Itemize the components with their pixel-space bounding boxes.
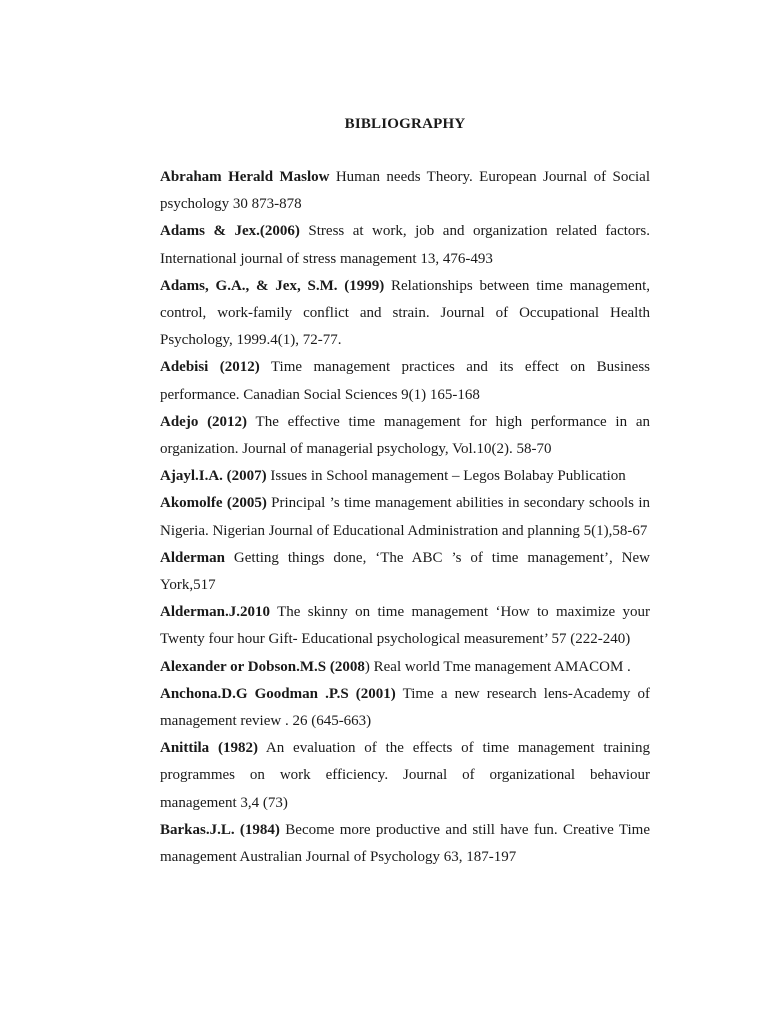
- entry-author: Anchona.D.G Goodman .P.S (2001): [160, 685, 396, 702]
- bibliography-entry: [160, 599, 650, 653]
- bibliography-entry: [160, 490, 650, 544]
- entry-text: Stress at work, job and organization related factors. International journal of stress management 13, 476-493: [160, 223, 650, 267]
- page-title: BIBLIOGRAPHY: [344, 116, 466, 132]
- entry-author: Ajayl.I.A. (2007): [160, 468, 267, 485]
- bibliography-entry: [160, 218, 650, 272]
- entry-text: Relationships between time management, control, work-family conflict and strain. Journal of Occupational Health Psychology, 1999.4(1), 72-77.: [160, 277, 651, 349]
- bibliography-entry: [160, 354, 650, 408]
- entry-text: An evaluation of the effects of time management training programmes on work efficiency. Journal of organizational behaviour management 3,4 (73): [160, 740, 650, 811]
- bibliography-entry: [160, 681, 650, 735]
- entry-author: Alexander or Dobson.M.S (2008: [160, 658, 365, 675]
- entry-text: Time management practices and its effect on Business performance. Canadian Social Sciences 9(1) 165-168: [160, 359, 650, 403]
- entry-author: Adams, G.A., & Jex, S.M. (1999): [160, 277, 385, 294]
- bibliography-entry: [160, 409, 650, 463]
- entry-text: Become more productive and still have fun. Creative Time management Australian Journal of Psychology 63, 187-197: [160, 821, 650, 866]
- entry-text: Principal ’s time management abilities in secondary schools in Nigeria. Nigerian Journal of Educational Administration and planning 5(1),58-67: [160, 495, 650, 539]
- entry-author: Adejo (2012): [160, 413, 248, 430]
- entry-author: Akomolfe (2005): [160, 495, 267, 512]
- entry-author: Barkas.J.L. (1984): [160, 821, 280, 838]
- bibliography-list: [160, 164, 650, 871]
- entry-text: The effective time management for high performance in an organization. Journal of managerial psychology, Vol.10(2). 58-70: [160, 413, 650, 458]
- entry-author: Alderman.J.2010: [160, 604, 270, 621]
- bibliography-entry: [160, 654, 650, 681]
- entry-text: Issues in School management – Legos Bolabay Publication: [266, 468, 626, 485]
- entry-author: Adebisi (2012): [160, 359, 260, 376]
- bibliography-entry: [160, 817, 650, 871]
- entry-text: Time a new research lens-Academy of management review . 26 (645-663): [160, 685, 651, 730]
- entry-author: Abraham Herald Maslow: [160, 169, 330, 185]
- bibliography-entry: [160, 545, 650, 599]
- entry-text: The skinny on time management ‘How to maximize your Twenty four hour Gift- Educational psychological measurement’ 57 (222-240): [160, 604, 650, 648]
- entry-author: Anittila (1982): [160, 740, 258, 757]
- entry-author: Adams & Jex.(2006): [160, 223, 300, 240]
- entry-author: Alderman: [160, 549, 225, 566]
- bibliography-entry: [160, 463, 650, 490]
- bibliography-entry: [160, 273, 650, 355]
- entry-text: Getting things done, ‘The ABC ’s of time management’, New York,517: [160, 549, 650, 594]
- entry-text: Human needs Theory. European Journal of Social psychology 30 873-878: [160, 169, 650, 213]
- entry-text: ) Real world Tme management AMACOM .: [364, 658, 631, 675]
- bibliography-entry: [160, 164, 650, 218]
- bibliography-entry: [160, 735, 650, 817]
